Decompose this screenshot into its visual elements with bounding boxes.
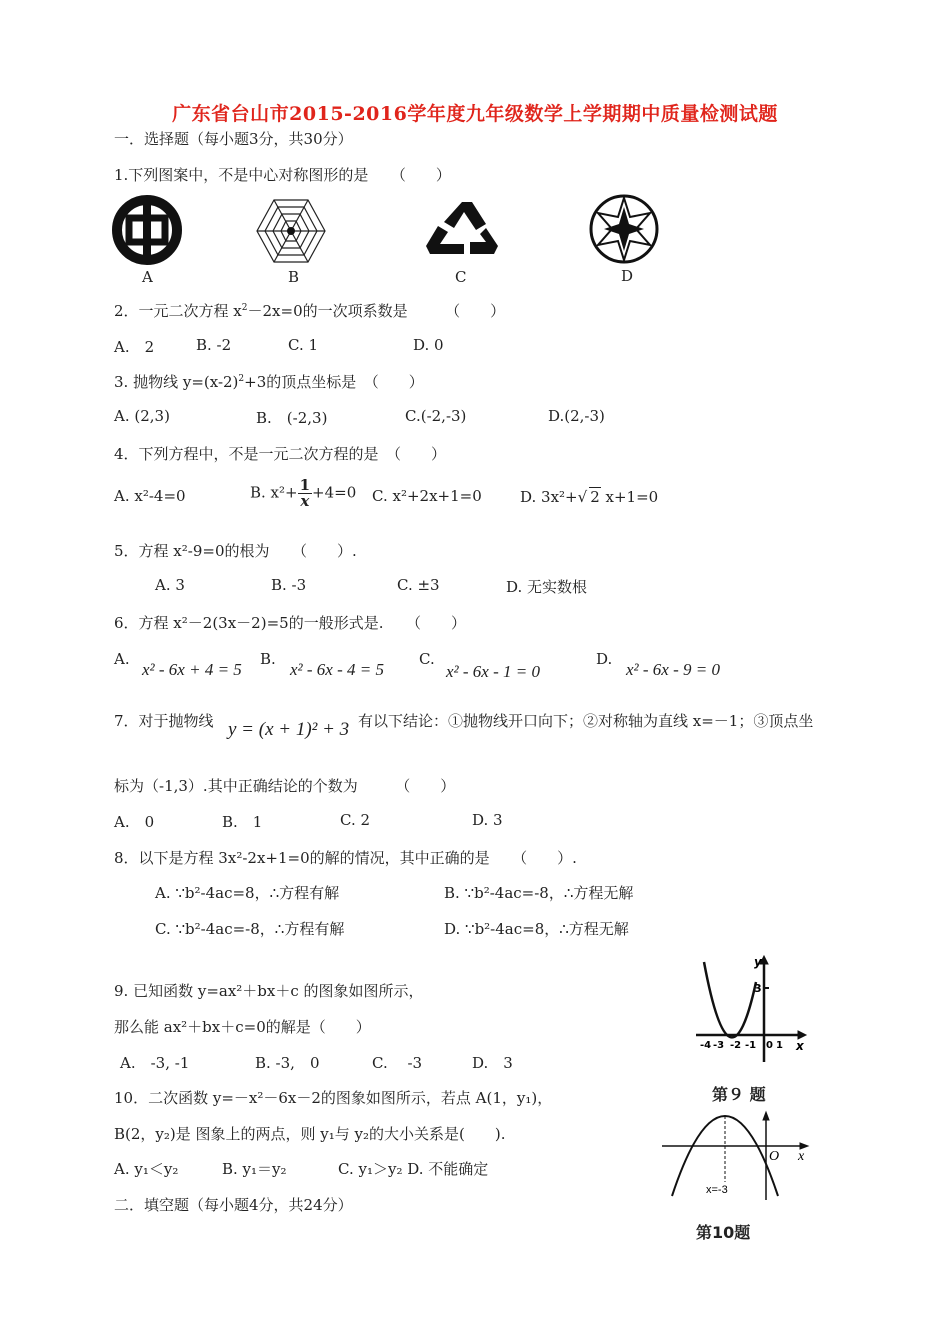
q7-option-a: A. 0 [114,813,155,831]
q3-option-d: D.(2,-3) [548,407,605,425]
fig9-x-tick-neg2: -2 [730,1040,742,1051]
q6-option-d: x² - 6x - 9 = 0 [626,660,720,679]
q3-option-b: B. (-2,3) [256,409,328,427]
question-10-line1: 10．二次函数 y=－x²－6x－2的图象如图所示，若点 A(1，y₁)， [114,1089,553,1107]
q4-d-radicand: 2 [590,488,600,506]
q8-option-b: B. ∵b²-4ac=-8，∴方程无解 [444,884,634,902]
figure-d-star-circle-icon [588,193,660,265]
figure-c-label: C [455,268,467,286]
q5-option-c: C. ±3 [397,576,440,594]
fig10-axis-label: x=-3 [706,1184,728,1196]
q4-b-post: +4=0 [312,483,357,502]
q6-letter-b: B. [260,650,276,668]
q2-option-c: C. 1 [288,336,319,354]
question-7-line2: 标为（-1,3）.其中正确结论的个数为 （ ） [114,777,456,795]
figure-a-coin-icon [112,195,182,265]
q5-option-d: D. 无实数根 [506,578,588,596]
question-2-pre: 2．一元二次方程 x [114,302,242,320]
question-6: 6．方程 x²－2(3x－2)=5的一般形式是. （ ） [114,614,466,632]
section-heading-1: 一．选择题（每小题3分，共30分） [114,130,353,148]
question-2-post: －2x=0的一次项系数是 （ ） [247,302,506,320]
fig9-x-label: x [796,1039,804,1053]
q7-formula: y = (x + 1)² + 3 [228,719,350,740]
figure-c-recycle-icon [424,200,500,264]
figure-9-caption: 第９ 题 [712,1085,766,1104]
q5-option-a: A. 3 [155,576,185,594]
q3-option-c: C.(-2,-3) [405,407,467,425]
q7-option-c: C. 2 [340,811,371,829]
q4-fraction-denominator: x [300,492,310,510]
q7-option-d: D. 3 [472,811,503,829]
figure-d-label: D [621,267,634,285]
q6-option-a: x² - 6x + 4 = 5 [142,660,242,679]
question-9-line1: 9. 已知函数 y=ax²＋bx＋c 的图象如图所示， [114,982,424,1000]
q6-option-b: x² - 6x - 4 = 5 [290,660,384,679]
q9-option-a: A. -3, -1 [120,1054,190,1072]
fig9-x-tick-1: 1 [776,1040,783,1051]
q6-option-c: x² - 6x - 1 = 0 [446,662,540,681]
figure-10-parabola-graph [662,1104,818,1200]
fig9-x-tick-neg3: -3 [713,1040,725,1051]
q4-d-pre: D. 3x²+ [520,488,578,506]
question-7-text: 有以下结论：①抛物线开口向下；②对称轴为直线 x=－1；③顶点坐 [358,712,814,730]
q8-option-a: A. ∵b²-4ac=8，∴方程有解 [155,884,340,902]
q4-option-b [250,478,356,509]
question-8: 8．以下是方程 3x²-2x+1=0的解的情况，其中正确的是 （ ）. [114,849,577,867]
q10-option-b: B. y₁＝y₂ [222,1160,287,1178]
q2-option-b: B. -2 [196,336,232,354]
q4-option-d: D. 3x²+√ 2 x+1=0 [520,488,659,506]
question-4: 4．下列方程中，不是一元二次方程的是 （ ） [114,445,447,463]
section-heading-2: 二．填空题（每小题4分，共24分） [114,1196,353,1214]
figure-9-parabola-graph [692,952,812,1070]
q4-d-post: x+1=0 [605,488,659,506]
q4-b-pre: B. x²+ [250,483,298,502]
fig10-x-label: x [798,1149,805,1164]
q6-letter-d: D. [596,650,613,668]
q5-option-b: B. -3 [271,576,307,594]
q10-option-a: A. y₁＜y₂ [114,1160,179,1178]
q8-option-c: C. ∵b²-4ac=-8，∴方程有解 [155,920,345,938]
question-1: 1.下列图案中，不是中心对称图形的是 （ ） [114,166,451,184]
q9-option-b: B. -3, 0 [255,1054,320,1072]
q4-option-c: C. x²+2x+1=0 [372,487,482,505]
figure-a-label: A [142,268,153,286]
figure-b-label: B [288,268,300,286]
fig9-x-tick-neg1: -1 [745,1040,757,1051]
q8-option-d: D. ∵b²-4ac=8，∴方程无解 [444,920,629,938]
figure-10-caption: 第10题 [696,1223,751,1242]
fig9-x-tick-neg4: -4 [700,1040,712,1051]
q6-letter-c: C. [419,650,435,668]
question-10-line2: B(2，y₂)是 图象上的两点，则 y₁与 y₂的大小关系是( ). [114,1125,506,1143]
q7-option-b: B. 1 [222,813,263,831]
question-7-start: 7．对于抛物线 [114,712,214,730]
q9-option-d: D. 3 [472,1054,513,1072]
fig9-x-tick-0: 0 [766,1040,773,1051]
q9-option-c: C. -3 [372,1054,423,1072]
q3-option-a: A. (2,3) [114,407,170,425]
q2-option-a: A. 2 [114,338,155,356]
q4-fraction [298,478,312,509]
q10-option-c: C. y₁＞y₂ D. 不能确定 [338,1160,489,1178]
fig9-y-label: y [754,955,762,969]
question-3-post: +3的顶点坐标是 （ ） [244,373,424,391]
question-5: 5．方程 x²-9=0的根为 （ ）. [114,542,357,560]
q6-letter-a: A. [114,650,130,668]
question-2: 2．一元二次方程 $x^2-2x=0$的一次项系数是 （ ） [114,302,506,320]
question-3-pre: 3. 抛物线 y=(x-2) [114,373,239,391]
question-9-line2: 那么能 ax²＋bx＋c=0的解是（ ） [114,1018,371,1036]
page-title: 广东省台山市2015-2016学年度九年级数学上学期期中质量检测试题 [172,103,778,125]
q2-option-d: D. 0 [413,336,444,354]
q4-fraction-numerator: 1 [299,476,311,494]
fig9-y-tick: 3 [754,982,762,995]
q4-option-a: A. x²-4=0 [114,487,186,505]
question-3: 3. 抛物线 $y=(x-2)^2+3$的顶点坐标是 （ ） [114,373,424,391]
fig10-origin-label: O [769,1149,780,1164]
figure-b-hexagon-web-icon [256,198,326,264]
